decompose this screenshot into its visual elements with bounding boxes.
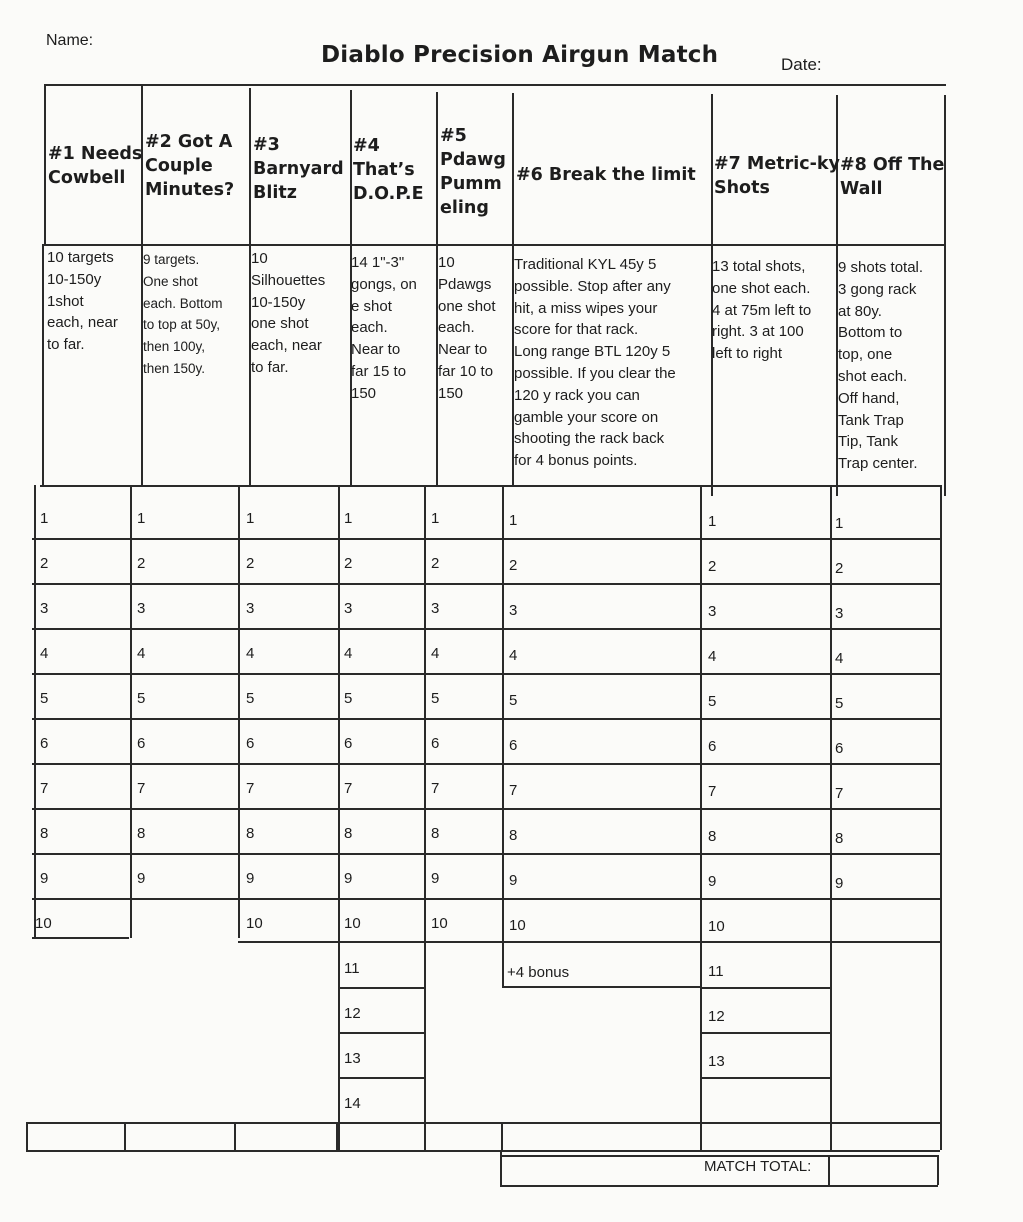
- stage-4-title: #4 That’s D.O.P.E: [353, 136, 424, 204]
- row-number: 9: [40, 870, 49, 887]
- grid-line: [32, 808, 940, 810]
- grid-line: [130, 485, 132, 938]
- row-number: 6: [137, 735, 146, 752]
- grid-line: [42, 244, 944, 246]
- grid-line: [338, 1077, 424, 1079]
- stage-5-description: 10 Pdawgs one shot each. Near to far 10 to 150: [438, 254, 496, 402]
- row-number: 3: [246, 600, 255, 617]
- row-number: 9: [431, 870, 440, 887]
- row-number: 5: [137, 690, 146, 707]
- row-number: 7: [835, 784, 844, 802]
- row-number: 3: [835, 604, 844, 622]
- row-number: 8: [246, 825, 255, 842]
- row-number: 9: [708, 873, 717, 890]
- row-number: 4: [40, 645, 49, 662]
- row-number: 6: [246, 735, 255, 752]
- stage-8-description: 9 shots total. 3 gong rack at 80y. Bottom to top, one shot each. Off hand, Tank Trap Tip, Tank Trap center.: [838, 259, 924, 473]
- row-number: 1: [137, 510, 146, 527]
- date-label: Date:: [781, 55, 822, 74]
- stage-6-description: Traditional KYL 45y 5 possible. Stop after any hit, a miss wipes your score for that rack. Long range BTL 120y 5 possible. If you clear the 120 y rack you can gamble your score on shooting the rack back for 4 bonus points.: [514, 256, 676, 470]
- grid-line: [32, 628, 940, 630]
- row-number: 5: [509, 691, 518, 709]
- grid-line: [828, 1155, 830, 1185]
- grid-line: [34, 485, 36, 938]
- row-number: 8: [835, 829, 844, 847]
- row-number: 8: [509, 826, 518, 844]
- row-number: 7: [431, 780, 440, 797]
- row-number: 4: [708, 648, 717, 665]
- grid-line: [124, 1122, 126, 1150]
- stage-1-description: 10 targets 10-150y 1shot each, near to far.: [47, 249, 118, 354]
- stage-8-title: #8 Off The Wall: [840, 155, 945, 199]
- row-number: 3: [431, 600, 440, 617]
- row-number: 6: [835, 739, 844, 757]
- match-total-label: MATCH TOTAL:: [704, 1158, 812, 1175]
- grid-line: [32, 673, 940, 675]
- row-number: 6: [509, 736, 518, 754]
- row-number: 5: [246, 690, 255, 707]
- grid-line: [338, 485, 340, 1150]
- grid-line: [26, 1122, 940, 1124]
- row-number: 8: [40, 825, 49, 842]
- stage-7-title: #7 Metric-ky Shots: [714, 154, 840, 198]
- row-number: 12: [344, 1005, 361, 1022]
- grid-line: [830, 485, 832, 1150]
- row-number: 10: [35, 915, 52, 932]
- row-number: 10: [344, 915, 361, 932]
- row-number: 8: [344, 825, 353, 842]
- row-number: 2: [40, 555, 49, 572]
- grid-line: [338, 987, 424, 989]
- stage-3-description: 10 Silhouettes 10-150y one shot each, near to far.: [251, 250, 326, 376]
- row-number: 3: [40, 600, 49, 617]
- grid-line: [32, 583, 940, 585]
- row-number: 11: [344, 960, 360, 977]
- row-number: 10: [246, 915, 263, 932]
- row-number: 2: [708, 558, 717, 575]
- grid-line: [502, 485, 504, 986]
- stage-2-title: #2 Got A Couple Minutes?: [145, 132, 235, 200]
- row-number: 4: [431, 645, 440, 662]
- row-number: 8: [137, 825, 146, 842]
- row-number: 4: [344, 645, 353, 662]
- row-number: 9: [246, 870, 255, 887]
- row-number: 1: [509, 511, 518, 529]
- grid-line: [32, 853, 940, 855]
- row-number: 2: [246, 555, 255, 572]
- row-number: 4: [137, 645, 146, 662]
- row-number: 13: [344, 1050, 361, 1067]
- row-number: 10: [708, 918, 725, 935]
- row-number: 1: [431, 510, 440, 527]
- row-number: 7: [40, 780, 49, 797]
- row-number: 7: [708, 783, 717, 800]
- name-label: Name:: [46, 32, 94, 49]
- grid-line: [26, 1122, 28, 1150]
- grid-line: [40, 485, 942, 487]
- row-number: 2: [835, 559, 844, 577]
- stage-2-description: 9 targets. One shot each. Bottom to top at 50y, then 100y, then 150y.: [143, 252, 223, 376]
- row-number: 5: [344, 690, 353, 707]
- row-number: 2: [509, 556, 518, 574]
- bonus-label: +4 bonus: [507, 964, 570, 981]
- grid-line: [700, 1077, 830, 1079]
- row-number: 3: [137, 600, 146, 617]
- row-number: 8: [431, 825, 440, 842]
- row-number: 4: [246, 645, 255, 662]
- row-number: 11: [708, 963, 724, 980]
- row-number: 6: [708, 738, 717, 755]
- row-number: 14: [344, 1095, 361, 1112]
- row-number: 3: [344, 600, 353, 617]
- grid-line: [937, 1155, 939, 1185]
- grid-line: [42, 244, 44, 486]
- row-number: 9: [137, 870, 146, 887]
- grid-line: [238, 485, 240, 938]
- grid-line: [44, 84, 946, 86]
- row-number: 5: [708, 693, 717, 710]
- stage-6-title: #6 Break the limit: [516, 165, 696, 185]
- row-number: 12: [708, 1008, 725, 1025]
- grid-line: [234, 1122, 236, 1150]
- grid-line: [940, 485, 942, 1150]
- stage-1-title: #1 Needs Cowbell: [48, 144, 143, 188]
- row-number: 7: [246, 780, 255, 797]
- grid-line: [32, 937, 129, 939]
- grid-line: [500, 1155, 938, 1157]
- row-number: 7: [137, 780, 146, 797]
- row-number: 2: [344, 555, 353, 572]
- row-number: 4: [835, 649, 844, 667]
- stage-7-description: 13 total shots, one shot each. 4 at 75m left to right. 3 at 100 left to right: [712, 258, 812, 363]
- row-number: 5: [431, 690, 440, 707]
- row-number: 1: [246, 510, 255, 527]
- row-number: 7: [344, 780, 353, 797]
- row-number: 9: [509, 871, 518, 889]
- grid-line: [700, 485, 702, 1150]
- row-number: 6: [344, 735, 353, 752]
- grid-line: [500, 1185, 938, 1187]
- row-number: 5: [835, 694, 844, 712]
- stage-3-title: #3 Barnyard Blitz: [253, 135, 344, 203]
- grid-line: [700, 987, 830, 989]
- row-number: 9: [835, 874, 844, 892]
- row-number: 8: [708, 828, 717, 845]
- grid-line: [44, 84, 46, 244]
- row-number: 10: [509, 916, 526, 934]
- row-number: 13: [708, 1053, 725, 1070]
- row-number: 7: [509, 781, 518, 799]
- grid-line: [32, 718, 940, 720]
- row-number: 3: [708, 603, 717, 620]
- grid-line: [338, 1032, 424, 1034]
- stage-5-title: #5 Pdawg Pumm eling: [440, 126, 506, 218]
- grid-line: [502, 986, 700, 988]
- row-number: 1: [708, 513, 717, 530]
- page-title: Diablo Precision Airgun Match: [321, 42, 719, 68]
- grid-line: [26, 1150, 940, 1152]
- row-number: 10: [431, 915, 448, 932]
- grid-line: [32, 898, 940, 900]
- row-number: 3: [509, 601, 518, 619]
- grid-line: [32, 538, 940, 540]
- grid-line: [336, 1122, 338, 1150]
- row-number: 1: [344, 510, 353, 527]
- row-number: 1: [40, 510, 49, 527]
- row-number: 4: [509, 646, 518, 664]
- row-number: 6: [40, 735, 49, 752]
- grid-line: [32, 763, 940, 765]
- grid-line: [424, 485, 426, 1150]
- grid-line: [700, 1032, 830, 1034]
- grid-line: [238, 941, 940, 943]
- row-number: 5: [40, 690, 49, 707]
- grid-line: [500, 1152, 502, 1185]
- grid-line: [501, 1122, 503, 1150]
- row-number: 2: [137, 555, 146, 572]
- stage-4-description: 14 1"-3" gongs, on e shot each. Near to far 15 to 150: [351, 254, 417, 402]
- row-number: 6: [431, 735, 440, 752]
- row-number: 2: [431, 555, 440, 572]
- row-number: 9: [344, 870, 353, 887]
- row-number: 1: [835, 514, 844, 532]
